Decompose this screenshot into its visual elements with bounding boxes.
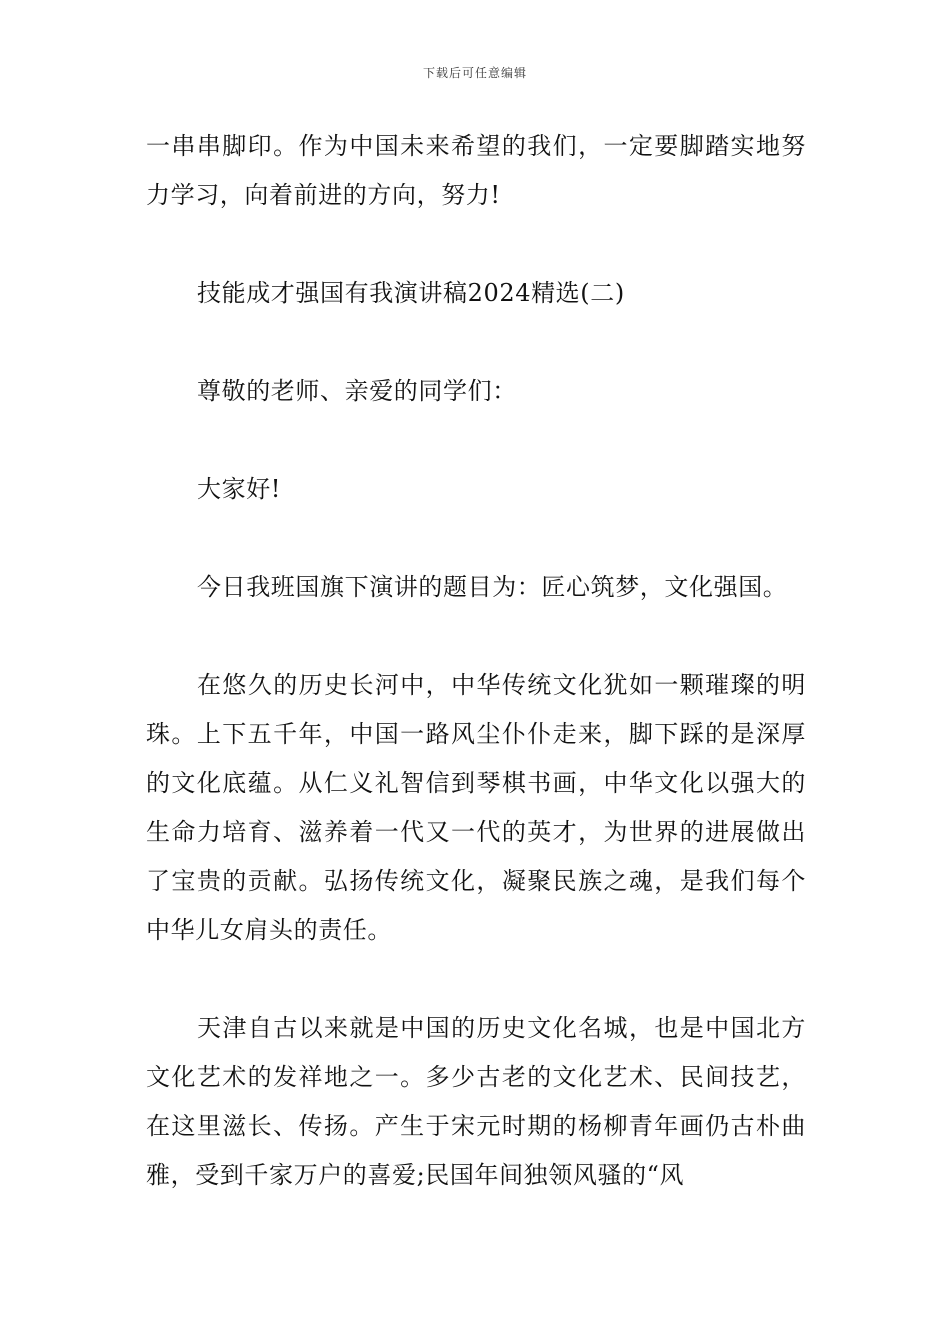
speech-title: 技能成才强国有我演讲稿2024精选(二): [197, 279, 625, 307]
topic-line: 今日我班国旗下演讲的题目为：匠心筑梦，文化强国。: [197, 573, 788, 601]
paragraph-culture: 在悠久的历史长河中，中华传统文化犹如一颗璀璨的明珠。上下五千年，中国一路风尘仆仆走来，脚下踩的是深厚的文化底蕴。从仁义礼智信到琴棋书画，中华文化以强大的生命力培育、滋养着一代又一代的英才，为世界的进展做出了宝贵的贡献。弘扬传统文化，凝聚民族之魂，是我们每个中华儿女肩头的责任。: [146, 671, 806, 944]
paragraph-tianjin: 天津自古以来就是中国的历史文化名城，也是中国北方文化艺术的发祥地之一。多少古老的文化艺术、民间技艺，在这里滋长、传扬。产生于宋元时期的杨柳青年画仍古朴曲雅，受到千家万户的喜爱;民国年间独领风骚的“风: [146, 1014, 806, 1189]
salutation: 尊敬的老师、亲爱的同学们：: [197, 377, 517, 405]
document-body: [146, 122, 806, 1200]
greeting: 大家好!: [197, 475, 282, 503]
page-header-note: 下载后可任意编辑: [422, 66, 527, 80]
paragraph-continuation: 一串串脚印。作为中国未来希望的我们，一定要脚踏实地努力学习，向着前进的方向，努力!: [146, 132, 806, 209]
